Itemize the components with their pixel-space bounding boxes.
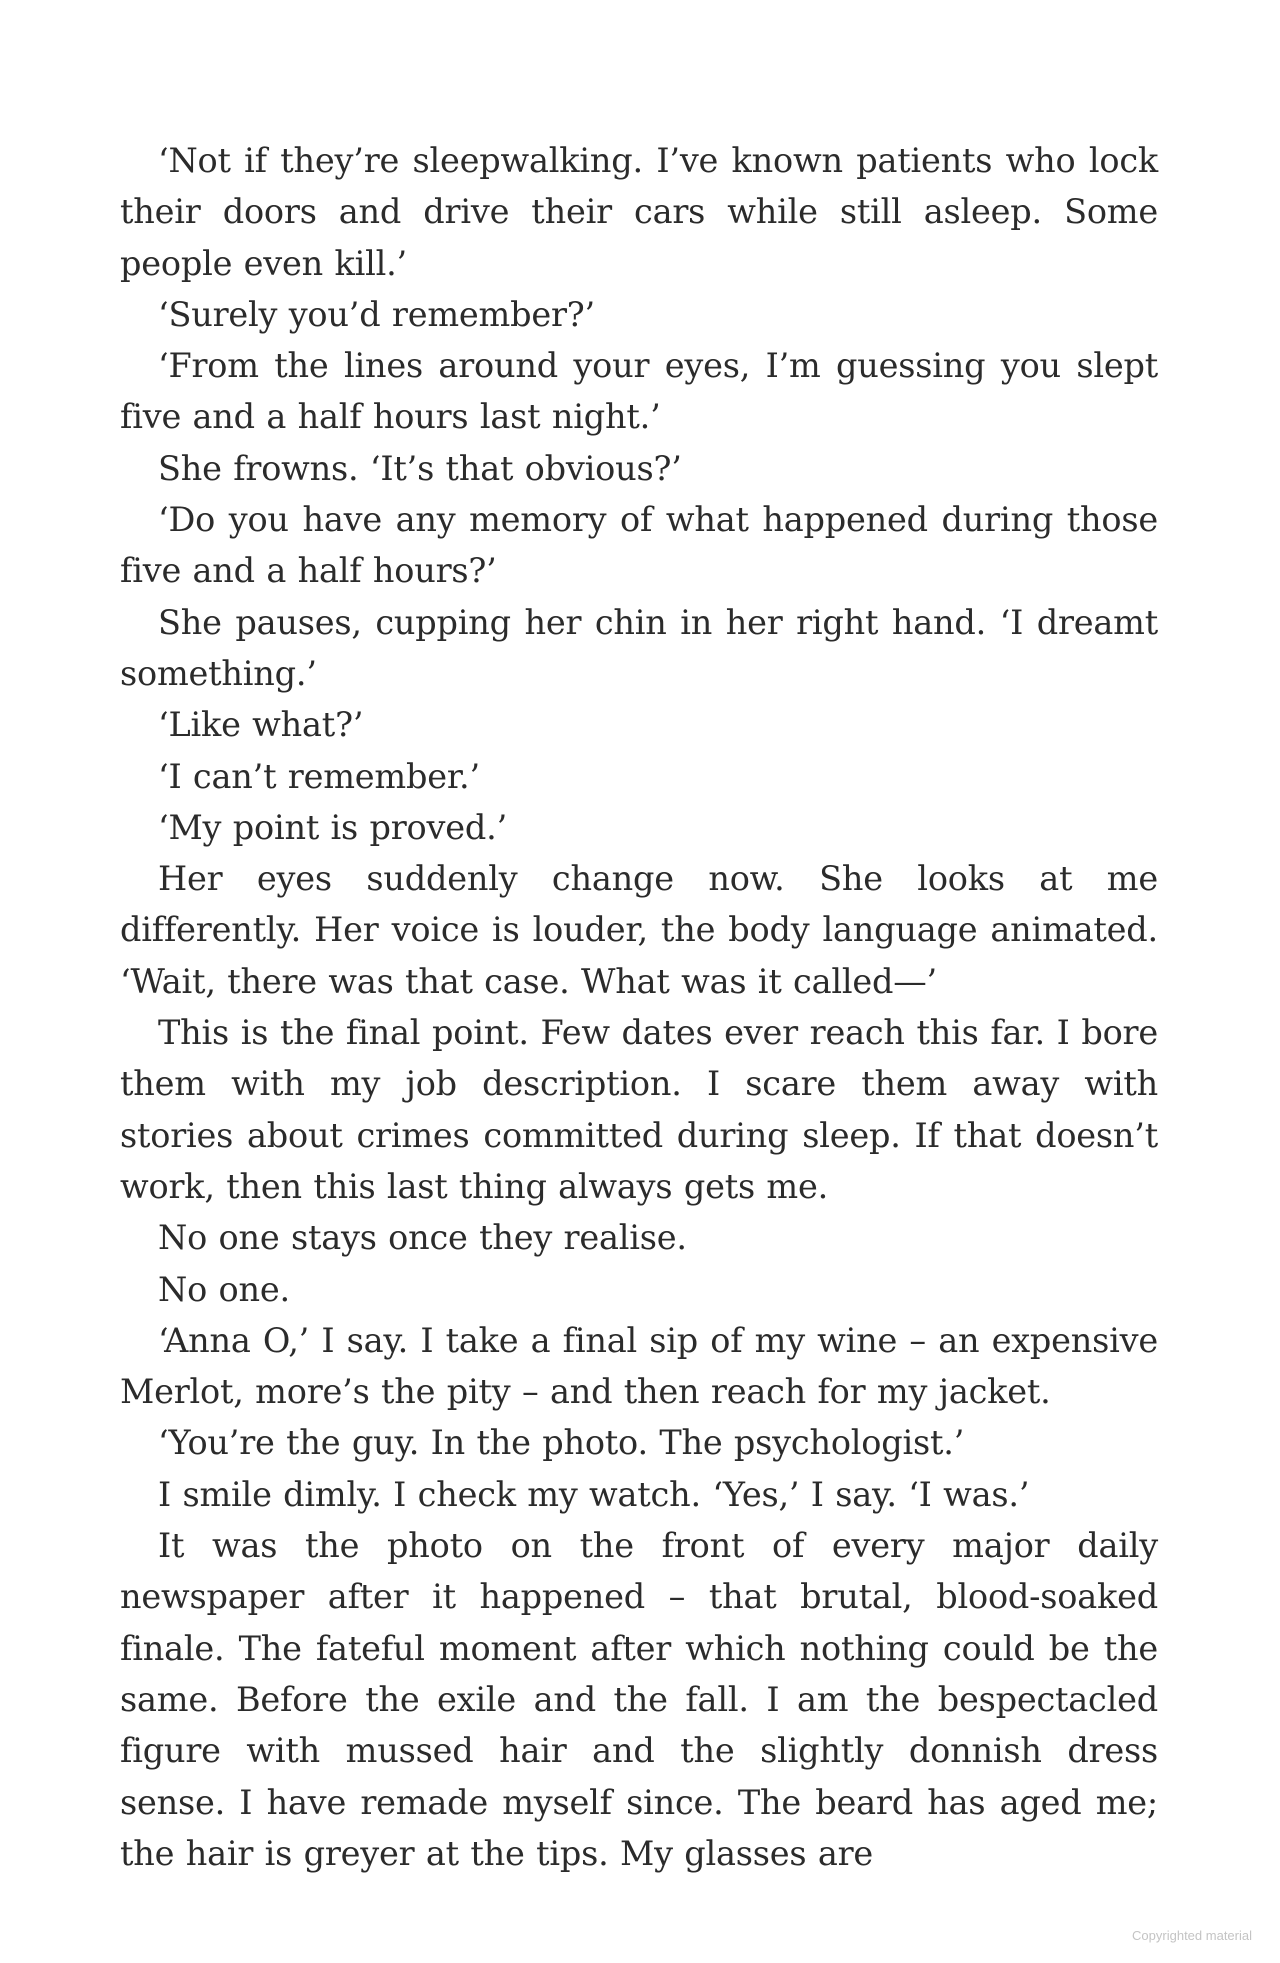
paragraph-3: ‘From the lines around your eyes, I’m guessing you slept five and a half hours last night.’ — [120, 346, 1158, 437]
paragraph-17: It was the photo on the front of every major daily newspaper after it happened – that brutal, blood-soaked finale. The fateful moment after which nothing could be the same. Before the exile and the fall. I am the bespectacled figure with mussed hair and the slightly donnish dress sense. I have remade myself since. The beard has aged me; the hair is greyer at the tips. My glasses are — [120, 1526, 1158, 1873]
paragraph-2: ‘Surely you’d remember?’ — [158, 294, 596, 334]
paragraph-6: She pauses, cupping her chin in her right hand. ‘I dreamt something.’ — [120, 602, 1158, 693]
paragraph-7: ‘Like what?’ — [158, 705, 364, 745]
paragraph-9: ‘My point is proved.’ — [158, 807, 508, 847]
paragraph-13: No one. — [158, 1269, 290, 1309]
copyright-watermark: Copyrighted material — [1132, 1928, 1252, 1943]
paragraph-8: ‘I can’t remember.’ — [158, 756, 480, 796]
paragraph-15: ‘You’re the guy. In the photo. The psychologist.’ — [158, 1423, 965, 1463]
paragraph-5: ‘Do you have any memory of what happened during those five and a half hours?’ — [120, 500, 1158, 591]
paragraph-12: No one stays once they realise. — [158, 1218, 687, 1258]
paragraph-16: I smile dimly. I check my watch. ‘Yes,’ I say. ‘I was.’ — [158, 1474, 1030, 1514]
paragraph-11: This is the final point. Few dates ever reach this far. I bore them with my job description. I scare them away with stories about crimes committed during sleep. If that doesn’t work, then this last thing always gets me. — [120, 1013, 1158, 1206]
paragraph-14: ‘Anna O,’ I say. I take a final sip of my wine – an expensive Merlot, more’s the pity – and then reach for my jacket. — [120, 1320, 1158, 1412]
book-page-text — [120, 135, 1158, 1879]
paragraph-4: She frowns. ‘It’s that obvious?’ — [158, 448, 682, 488]
paragraph-1: ‘Not if they’re sleepwalking. I’ve known patients who lock their doors and drive their cars while still asleep. Some people even kill.’ — [120, 141, 1158, 283]
paragraph-10: Her eyes suddenly change now. She looks at me differently. Her voice is louder, the body language animated. ‘Wait, there was that case. What was it called—’ — [120, 859, 1158, 1001]
